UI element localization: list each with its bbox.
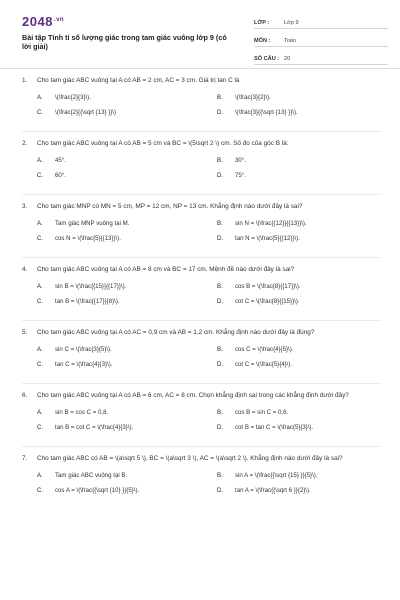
option-text: tan A = \(\frac{{\sqrt 6 }}{2}\). — [235, 487, 311, 494]
option-letter: A. — [37, 283, 43, 290]
question-text: Cho tam giác ABC vuông tại A có AC = 0,9 cm và AB = 1,2 cm. Khẳng định nào dưới đây là đúng? — [37, 329, 315, 336]
option-letter: A. — [37, 346, 43, 353]
question-number: 5. — [22, 329, 28, 336]
question-number: 4. — [22, 266, 28, 273]
option-text: Tam giác MNP vuông tại M. — [55, 220, 130, 227]
answer-option[interactable] — [22, 216, 202, 231]
question-item — [22, 138, 382, 183]
option-text: \(\frac{2}{3}\). — [55, 94, 91, 101]
option-letter: A. — [37, 94, 43, 101]
option-text: tan B = \(\frac{{17}}{8}\). — [55, 298, 120, 305]
answer-option[interactable] — [202, 420, 382, 435]
option-letter: B. — [217, 94, 223, 101]
meta-row-question-count — [254, 50, 388, 65]
question-text: Cho tam giác ABC có AB = \(a\sqrt 5 \), BC = \(a\sqrt 3 \), AC = \(a\sqrt 2 \). Khẳng định nào dưới đây là sai? — [37, 455, 343, 462]
answer-option[interactable] — [202, 405, 382, 420]
question-number: 1. — [22, 77, 28, 84]
option-text: tan B = cot C = \(\frac{4}{3}\). — [55, 424, 134, 431]
option-letter: C. — [37, 235, 44, 242]
option-text: Tam giác ABC vuông tại B. — [55, 472, 128, 479]
question-number: 3. — [22, 203, 28, 210]
option-letter: C. — [37, 361, 44, 368]
question-item — [22, 453, 382, 498]
question-stem — [22, 327, 382, 338]
option-letter: A. — [37, 409, 43, 416]
question-separator — [22, 131, 382, 132]
question-number: 6. — [22, 392, 28, 399]
option-text: sin B = \(\frac{{15}}{{17}}\). — [55, 283, 127, 290]
option-letter: D. — [217, 172, 224, 179]
question-stem — [22, 138, 382, 149]
answer-option[interactable] — [202, 105, 382, 120]
meta-row-class — [254, 14, 388, 29]
option-text: 60°. — [55, 172, 66, 179]
answer-option[interactable] — [22, 405, 202, 420]
option-letter: C. — [37, 298, 44, 305]
option-text: cos B = sin C = 0,6. — [235, 409, 289, 416]
question-stem — [22, 75, 382, 86]
option-text: \(\frac{2}{{\sqrt {13} }}\) — [55, 109, 116, 116]
option-letter: C. — [37, 172, 44, 179]
question-text: Cho tam giác ABC vuông tại A có AB = 5 cm và BC = \(5\sqrt 2 \) cm. Số đo của góc B là: — [37, 140, 289, 147]
option-text: 30°. — [235, 157, 246, 164]
question-item — [22, 264, 382, 309]
option-text: cos B = \(\frac{8}{{17}}\). — [235, 283, 301, 290]
logo-suffix: .vn — [53, 16, 65, 23]
meta-label: LỚP : — [254, 20, 270, 26]
option-letter: D. — [217, 298, 224, 305]
answer-options — [22, 468, 382, 498]
answer-option[interactable] — [202, 231, 382, 246]
option-letter: C. — [37, 424, 44, 431]
question-separator — [22, 320, 382, 321]
option-letter: A. — [37, 220, 43, 227]
option-text: cot C = \(\frac{5}{4}\). — [235, 361, 293, 368]
option-letter: B. — [217, 472, 223, 479]
option-letter: B. — [217, 409, 223, 416]
option-text: cot B = tan C = \(\frac{5}{3}\). — [235, 424, 314, 431]
option-letter: B. — [217, 283, 223, 290]
option-letter: C. — [37, 109, 44, 116]
meta-label: MÔN : — [254, 38, 271, 44]
question-item — [22, 327, 382, 372]
option-text: tan C = \(\frac{4}{3}\). — [55, 361, 113, 368]
document-header — [22, 0, 386, 66]
question-item — [22, 390, 382, 435]
option-letter: D. — [217, 487, 224, 494]
site-logo[interactable] — [22, 14, 64, 29]
meta-value: Lớp 9 — [284, 20, 299, 26]
answer-options — [22, 405, 382, 435]
option-text: cot C = \(\frac{8}{{15}}\). — [235, 298, 300, 305]
answer-option[interactable] — [202, 357, 382, 372]
answer-option[interactable] — [22, 483, 202, 498]
option-text: cos N = \(\frac{5}{{13}}\). — [55, 235, 121, 242]
document-meta — [254, 14, 388, 68]
question-text: Cho tam giác ABC vuông tại A có AB = 6 cm, AC = 8 cm. Chọn khẳng định sai trong các khẳng định dưới đây? — [37, 392, 349, 399]
option-letter: B. — [217, 346, 223, 353]
option-text: 45°. — [55, 157, 66, 164]
answer-option[interactable] — [202, 90, 382, 105]
question-item — [22, 75, 382, 120]
option-letter: D. — [217, 361, 224, 368]
answer-option[interactable] — [202, 279, 382, 294]
question-text: Cho tam giác ABC vuông tại A có AB = 2 cm, AC = 3 cm. Giá trị tan C là — [37, 77, 240, 84]
option-letter: C. — [37, 487, 44, 494]
answer-options — [22, 216, 382, 246]
question-separator — [22, 194, 382, 195]
question-separator — [22, 383, 382, 384]
answer-option[interactable] — [202, 153, 382, 168]
answer-options — [22, 342, 382, 372]
option-text: sin N = \(\frac{{12}}{{13}}\). — [235, 220, 307, 227]
option-text: sin A = \(\frac{{\sqrt {15} }}{5}\). — [235, 472, 318, 479]
question-number: 2. — [22, 140, 28, 147]
question-list — [22, 75, 382, 509]
answer-option[interactable] — [22, 231, 202, 246]
question-separator — [22, 257, 382, 258]
option-text: \(\frac{3}{2}\). — [235, 94, 271, 101]
answer-option[interactable] — [22, 468, 202, 483]
option-letter: D. — [217, 424, 224, 431]
meta-row-subject — [254, 32, 388, 47]
answer-options — [22, 90, 382, 120]
answer-options — [22, 279, 382, 309]
question-stem — [22, 390, 382, 401]
meta-value: Toán — [284, 38, 297, 44]
question-stem — [22, 264, 382, 275]
answer-option[interactable] — [202, 294, 382, 309]
answer-option[interactable] — [22, 420, 202, 435]
option-letter: A. — [37, 157, 43, 164]
option-text: cos A = \(\frac{{\sqrt {10} }}{5}\). — [55, 487, 140, 494]
option-letter: D. — [217, 109, 224, 116]
option-text: \(\frac{3}{{\sqrt {13} }}\). — [235, 109, 298, 116]
question-text: Cho tam giác ABC vuông tại A có AB = 8 cm và BC = 17 cm. Mệnh đề nào dưới đây là sai? — [37, 266, 295, 273]
answer-option[interactable] — [202, 468, 382, 483]
meta-value: 20 — [284, 56, 291, 62]
option-text: sin B = cos C = 0,8. — [55, 409, 109, 416]
answer-option[interactable] — [202, 342, 382, 357]
question-text: Cho tam giác MNP có MN = 5 cm, MP = 12 cm, NP = 13 cm. Khẳng định nào dưới đây là sai? — [37, 203, 303, 210]
answer-option[interactable] — [202, 168, 382, 183]
answer-option[interactable] — [202, 483, 382, 498]
document-title: Bài tập Tính tỉ số lượng giác trong tam giác vuông lớp 9 (có lời giải) — [22, 33, 227, 51]
meta-label: SỐ CÂU : — [254, 56, 280, 62]
option-letter: B. — [217, 220, 223, 227]
answer-options — [22, 153, 382, 183]
answer-option[interactable] — [22, 168, 202, 183]
question-stem — [22, 453, 382, 464]
answer-option[interactable] — [22, 90, 202, 105]
option-text: cos C = \(\frac{4}{5}\). — [235, 346, 294, 353]
option-text: tan N = \(\frac{5}{{12}}\). — [235, 235, 300, 242]
question-number: 7. — [22, 455, 28, 462]
option-letter: A. — [37, 472, 43, 479]
option-text: 75°. — [235, 172, 246, 179]
question-separator — [22, 446, 382, 447]
answer-option[interactable] — [22, 153, 202, 168]
option-letter: B. — [217, 157, 223, 164]
answer-option[interactable] — [22, 279, 202, 294]
answer-option[interactable] — [202, 216, 382, 231]
question-item — [22, 201, 382, 246]
answer-option[interactable] — [22, 294, 202, 309]
answer-option[interactable] — [22, 342, 202, 357]
logo-main: 2048 — [22, 14, 53, 29]
option-letter: D. — [217, 235, 224, 242]
answer-option[interactable] — [22, 105, 202, 120]
option-text: sin C = \(\frac{3}{5}\). — [55, 346, 112, 353]
question-stem — [22, 201, 382, 212]
answer-option[interactable] — [22, 357, 202, 372]
header-divider — [0, 68, 400, 69]
